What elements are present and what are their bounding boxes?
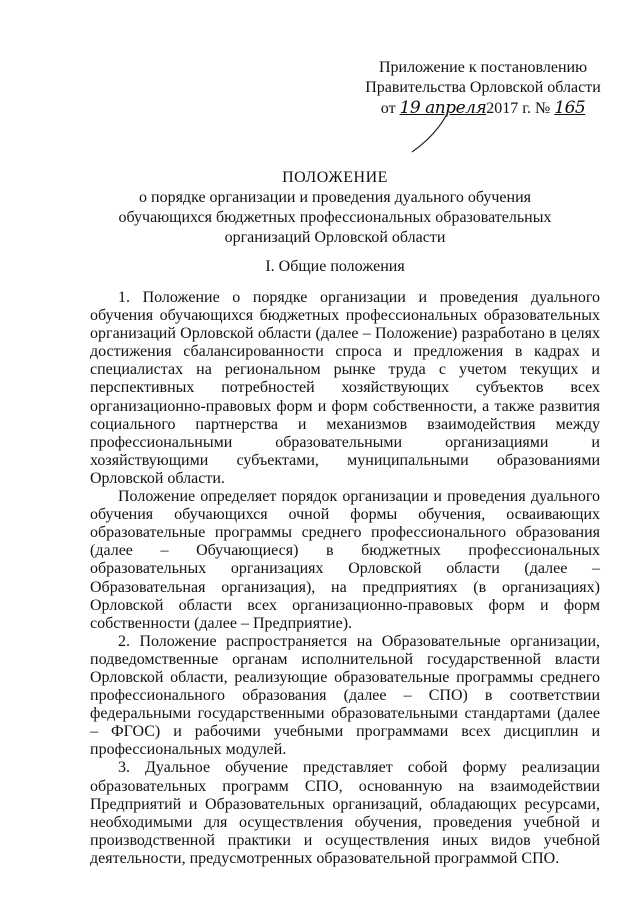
header-line-1: Приложение к постановлению — [378, 59, 588, 76]
signature-flourish-icon — [408, 110, 458, 155]
handwritten-date: 19 апреля — [399, 98, 487, 118]
document-body — [90, 289, 600, 868]
handwritten-number: 165 — [554, 98, 586, 118]
header-year: 2017 г. № — [486, 100, 551, 117]
subtitle-line-2: обучающихся бюджетных профессиональных образовательных — [118, 209, 552, 226]
paragraph-4: 3. Дуальное обучение представляет собой форму реализации образовательных программ СПО, основанную на взаимодействии Предприятий и Образовательных организаций, обладающих ресурсами, необходимыми для осуществления обучения, проведения учебной и производственной практики и осуществления иных видов учебной деятельности, предусмотренных образовательной программой СПО. — [90, 759, 600, 867]
paragraph-2: Положение определяет порядок организации и проведения дуального обучения обучающихся очной формы обучения, осваивающих образовательные программы среднего профессионального образования (далее – Обучающиеся) в бюджетных профессиональных образовательных организациях Орловской области (далее – Образовательная организация), на предприятиях (в организациях) Орловской области всех организационно-правовых форм и форм собственности (далее – Предприятие). — [90, 488, 600, 632]
subtitle-line-3: организаций Орловской области — [224, 229, 446, 246]
header-prefix: от — [380, 100, 396, 117]
document-title: ПОЛОЖЕНИЕ — [282, 169, 388, 186]
section-heading: I. Общие положения — [265, 258, 405, 275]
paragraph-1: 1. Положение о порядке организации и проведения дуального обучения обучающихся бюджетных профессиональных образовательных организаций Орловской области (далее – Положение) разработано в целях достижения сбалансированности спроса и предложения в кадрах и специалистах на региональном рынке труда с учетом текущих и перспективных потребностей хозяйствующих субъектов всех организационно-правовых форм и форм собственности, а также развития социального партнерства и механизмов взаимодействия между профессиональными образовательными организациями и хозяйствующими субъектами, муниципальными образованиями Орловской области. — [90, 289, 600, 487]
subtitle-line-1: о порядке организации и проведения дуального обучения — [139, 189, 531, 206]
paragraph-3: 2. Положение распространяется на Образовательные организации, подведомственные органам исполнительной государственной власти Орловской области, реализующие образовательные программы среднего профессионального образования (далее – СПО) в соответствии федеральными государственными образовательными стандартами (далее – ФГОС) и рабочими учебными программами всех дисциплин и профессиональных модулей. — [90, 632, 600, 759]
header-line-2: Правительства Орловской области — [365, 79, 601, 96]
header-date-line — [358, 98, 608, 119]
title-block — [100, 168, 570, 248]
document-header — [358, 58, 608, 119]
